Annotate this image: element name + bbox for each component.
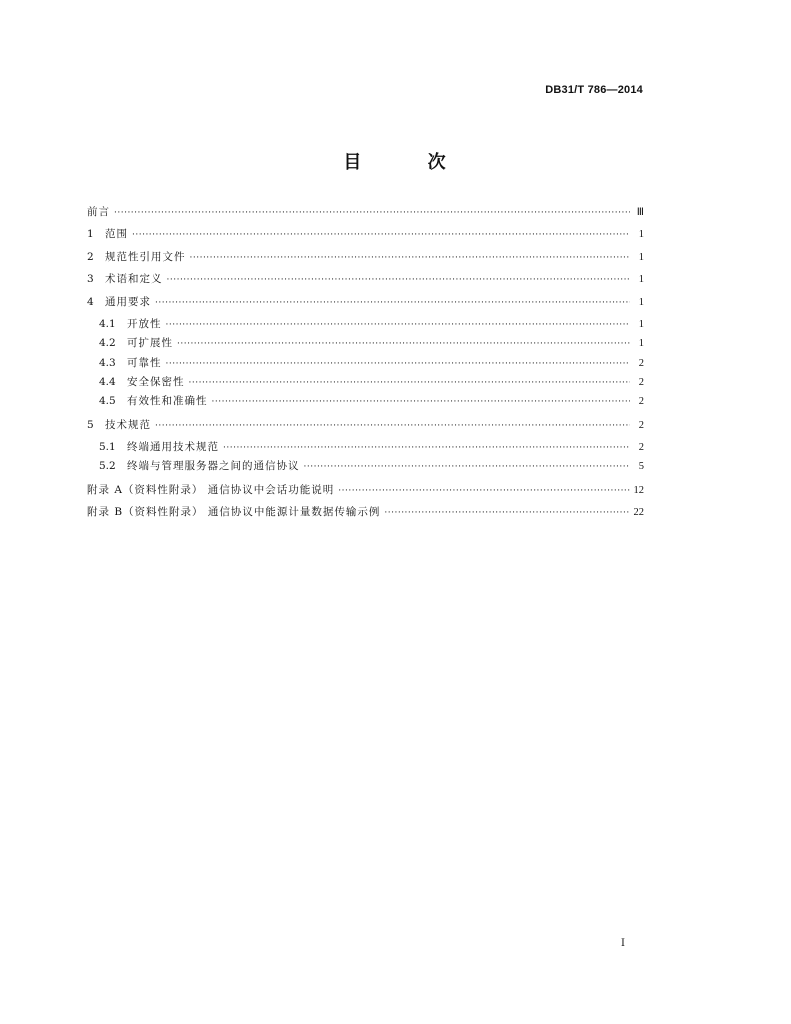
document-code: DB31/T 786—2014 xyxy=(545,84,643,96)
leader-dots xyxy=(189,376,631,388)
toc-entry-page: Ⅲ xyxy=(636,207,644,218)
toc-entry-label: 附录 A（资料性附录） 通信协议中会话功能说明 xyxy=(87,483,335,496)
toc-entry-page: 2 xyxy=(638,376,644,388)
leader-dots xyxy=(167,273,631,285)
toc-entry-page: 1 xyxy=(638,251,644,263)
toc-entry-number: 5 xyxy=(87,418,94,431)
toc-entry-appendix-a[interactable] xyxy=(87,482,644,504)
toc-entry-5[interactable] xyxy=(87,417,644,439)
leader-dots xyxy=(338,484,629,496)
toc-entry-label: 终端与管理服务器之间的通信协议 xyxy=(127,460,300,473)
leader-dots xyxy=(177,337,630,349)
page-title: 目 次 xyxy=(343,152,476,173)
toc-entry-number: 4.3 xyxy=(99,356,116,369)
toc-entry-page: 1 xyxy=(638,338,644,350)
toc-entry-appendix-b[interactable] xyxy=(87,504,644,526)
table-of-contents xyxy=(87,204,644,527)
toc-entry-number: 4.4 xyxy=(99,375,116,388)
toc-entry-page: 1 xyxy=(638,229,644,241)
toc-entry-number: 1 xyxy=(87,228,94,241)
toc-entry-page: 5 xyxy=(638,461,644,473)
leader-dots xyxy=(132,228,630,240)
toc-entry-4[interactable] xyxy=(87,294,644,316)
leader-dots xyxy=(166,318,631,330)
toc-entry-page: 2 xyxy=(638,419,644,431)
toc-entry-label: 终端通用技术规范 xyxy=(127,441,219,454)
toc-entry-number: 5.1 xyxy=(99,441,116,454)
toc-entry-label: 规范性引用文件 xyxy=(105,250,186,263)
toc-entry-page: 1 xyxy=(638,318,644,330)
toc-entry-page: 1 xyxy=(638,296,644,308)
leader-dots xyxy=(114,206,630,218)
toc-entry-4-5[interactable] xyxy=(87,393,644,417)
toc-entry-label: 附录 B（资料性附录） 通信协议中能源计量数据传输示例 xyxy=(87,506,381,519)
toc-entry-1[interactable] xyxy=(87,226,644,248)
toc-entry-foreword[interactable] xyxy=(87,204,644,226)
leader-dots xyxy=(304,460,631,472)
leader-dots xyxy=(212,395,631,407)
toc-entry-label: 开放性 xyxy=(127,317,162,330)
toc-entry-page: 22 xyxy=(633,507,644,519)
toc-entry-4-4[interactable] xyxy=(87,374,644,393)
page-number: I xyxy=(621,938,625,949)
toc-entry-number: 5.2 xyxy=(99,460,116,473)
toc-entry-number: 4.2 xyxy=(99,337,116,350)
toc-entry-label: 通用要求 xyxy=(105,295,151,308)
toc-entry-label: 技术规范 xyxy=(105,418,151,431)
toc-entry-label: 范围 xyxy=(105,228,128,241)
toc-entry-number: 4.1 xyxy=(99,317,116,330)
toc-entry-4-1[interactable] xyxy=(87,316,644,335)
leader-dots xyxy=(155,419,630,431)
toc-entry-number: 2 xyxy=(87,250,94,263)
toc-entry-5-1[interactable] xyxy=(87,439,644,458)
toc-entry-4-3[interactable] xyxy=(87,355,644,374)
toc-entry-label: 有效性和准确性 xyxy=(127,395,208,408)
toc-entry-page: 1 xyxy=(638,274,644,286)
toc-entry-label: 可扩展性 xyxy=(127,337,173,350)
leader-dots xyxy=(190,251,631,263)
leader-dots xyxy=(155,296,630,308)
toc-entry-5-2[interactable] xyxy=(87,458,644,482)
toc-entry-label: 术语和定义 xyxy=(105,273,163,286)
toc-entry-number: 3 xyxy=(87,273,94,286)
toc-entry-page: 12 xyxy=(633,484,644,496)
toc-entry-page: 2 xyxy=(638,357,644,369)
toc-entry-3[interactable] xyxy=(87,271,644,293)
leader-dots xyxy=(166,357,631,369)
toc-entry-label: 安全保密性 xyxy=(127,375,185,388)
leader-dots xyxy=(223,441,630,453)
leader-dots xyxy=(384,506,629,518)
toc-entry-2[interactable] xyxy=(87,249,644,271)
toc-entry-4-2[interactable] xyxy=(87,335,644,354)
toc-entry-number: 4.5 xyxy=(99,395,116,408)
toc-entry-label: 前言 xyxy=(87,206,110,218)
toc-entry-label: 可靠性 xyxy=(127,356,162,369)
toc-entry-page: 2 xyxy=(638,396,644,408)
toc-entry-number: 4 xyxy=(87,295,94,308)
toc-entry-page: 2 xyxy=(638,442,644,454)
